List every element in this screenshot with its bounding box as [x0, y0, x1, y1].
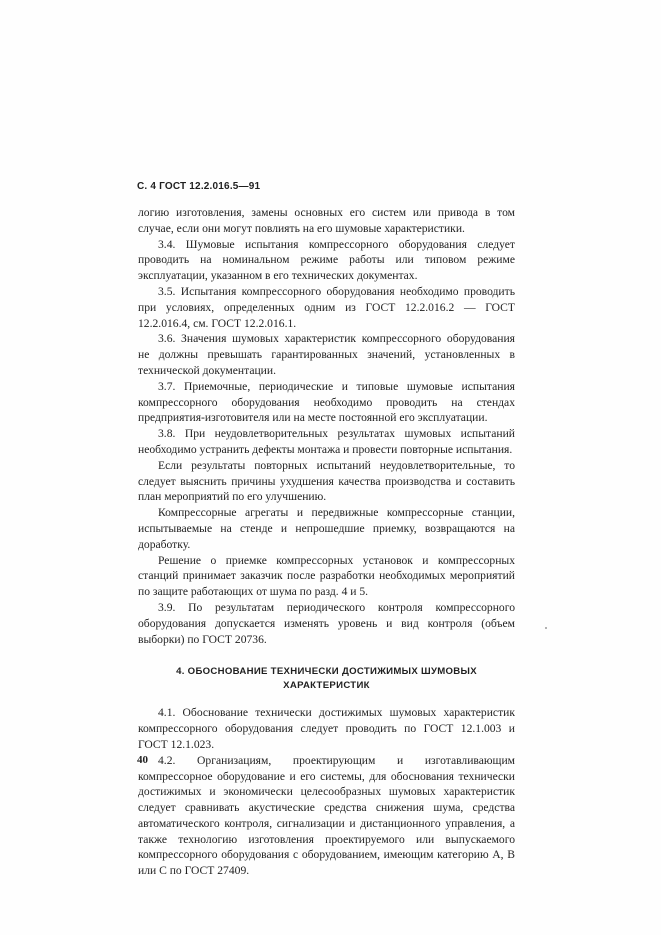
scan-speck — [545, 627, 547, 629]
paragraph-3-7: 3.7. Приемочные, периодические и типовые шумовые испытания компрессорного оборудования необходимо проводить на стендах предприятия-изготовителя или на месте постоянной его эксплуатации. — [138, 379, 515, 425]
paragraph-3-4: 3.4. Шумовые испытания компрессорного оборудования следует проводить на номинальном режиме работы или типовом режиме эксплуатации, указанном в его технических документах. — [138, 237, 515, 283]
paragraph-repeat-tests: Если результаты повторных испытаний неудовлетворительные, то следует выяснить причины ухудшения качества производства и составить план мероприятий по его улучшению. — [138, 458, 515, 504]
page-number: 40 — [137, 754, 148, 766]
paragraph-acceptance-decision: Решение о приемке компрессорных установок и компрессорных станций принимает заказчик после разработки необходимых мероприятий по защите работающих от шума по разд. 4 и 5. — [138, 553, 515, 599]
page-header: С. 4 ГОСТ 12.2.016.5—91 — [137, 181, 261, 192]
paragraph-rework: Компрессорные агрегаты и передвижные компрессорные станции, испытываемые на стенде и непрошедшие приемку, возвращаются на доработку. — [138, 506, 515, 551]
paragraph-3-6: 3.6. Значения шумовых характеристик компрессорного оборудования не должны превышать гарантированных значений, установленных в технической документации. — [138, 332, 515, 377]
paragraph-4-2: 4.2. Организациям, проектирующим и изготавливающим компрессорное оборудование и его системы, для обоснования технически достижимых и экономически целесообразных шумовых характеристик следует сравнивать акустические средства снижения шума, средства автоматического контроля, сигнализации и дистанционного управления, а также технологию изготовления проектируемого или выпускаемого компрессорного оборудования с оборудованием, имеющим категорию А, В или С по ГОСТ 27409. — [138, 753, 515, 878]
paragraph-3-9: 3.9. По результатам периодического контроля компрессорного оборудования допускается изменять уровень и вид контроля (объем выборки) по ГОСТ 20736. — [138, 600, 515, 646]
paragraph-continuation: логию изготовления, замены основных его систем или привода в том случае, если они могут повлиять на его шумовые характеристики. — [138, 206, 515, 235]
paragraph-3-8: 3.8. При неудовлетворительных результатах шумовых испытаний необходимо устранить дефекты монтажа и провести повторные испытания. — [138, 427, 515, 456]
paragraph-3-5: 3.5. Испытания компрессорного оборудования необходимо проводить при условиях, определенных одним из ГОСТ 12.2.016.2 — ГОСТ 12.2.016.4, см. ГОСТ 12.2.016.1. — [138, 284, 515, 330]
body-text — [138, 205, 515, 879]
paragraph-4-1: 4.1. Обоснование технически достижимых шумовых характеристик компрессорного оборудования следует проводить по ГОСТ 12.1.003 и ГОСТ 12.1.023. — [138, 706, 515, 751]
section-4-title: 4. ОБОСНОВАНИЕ ТЕХНИЧЕСКИ ДОСТИЖИМЫХ ШУМОВЫХ ХАРАКТЕРИСТИК — [176, 666, 477, 692]
